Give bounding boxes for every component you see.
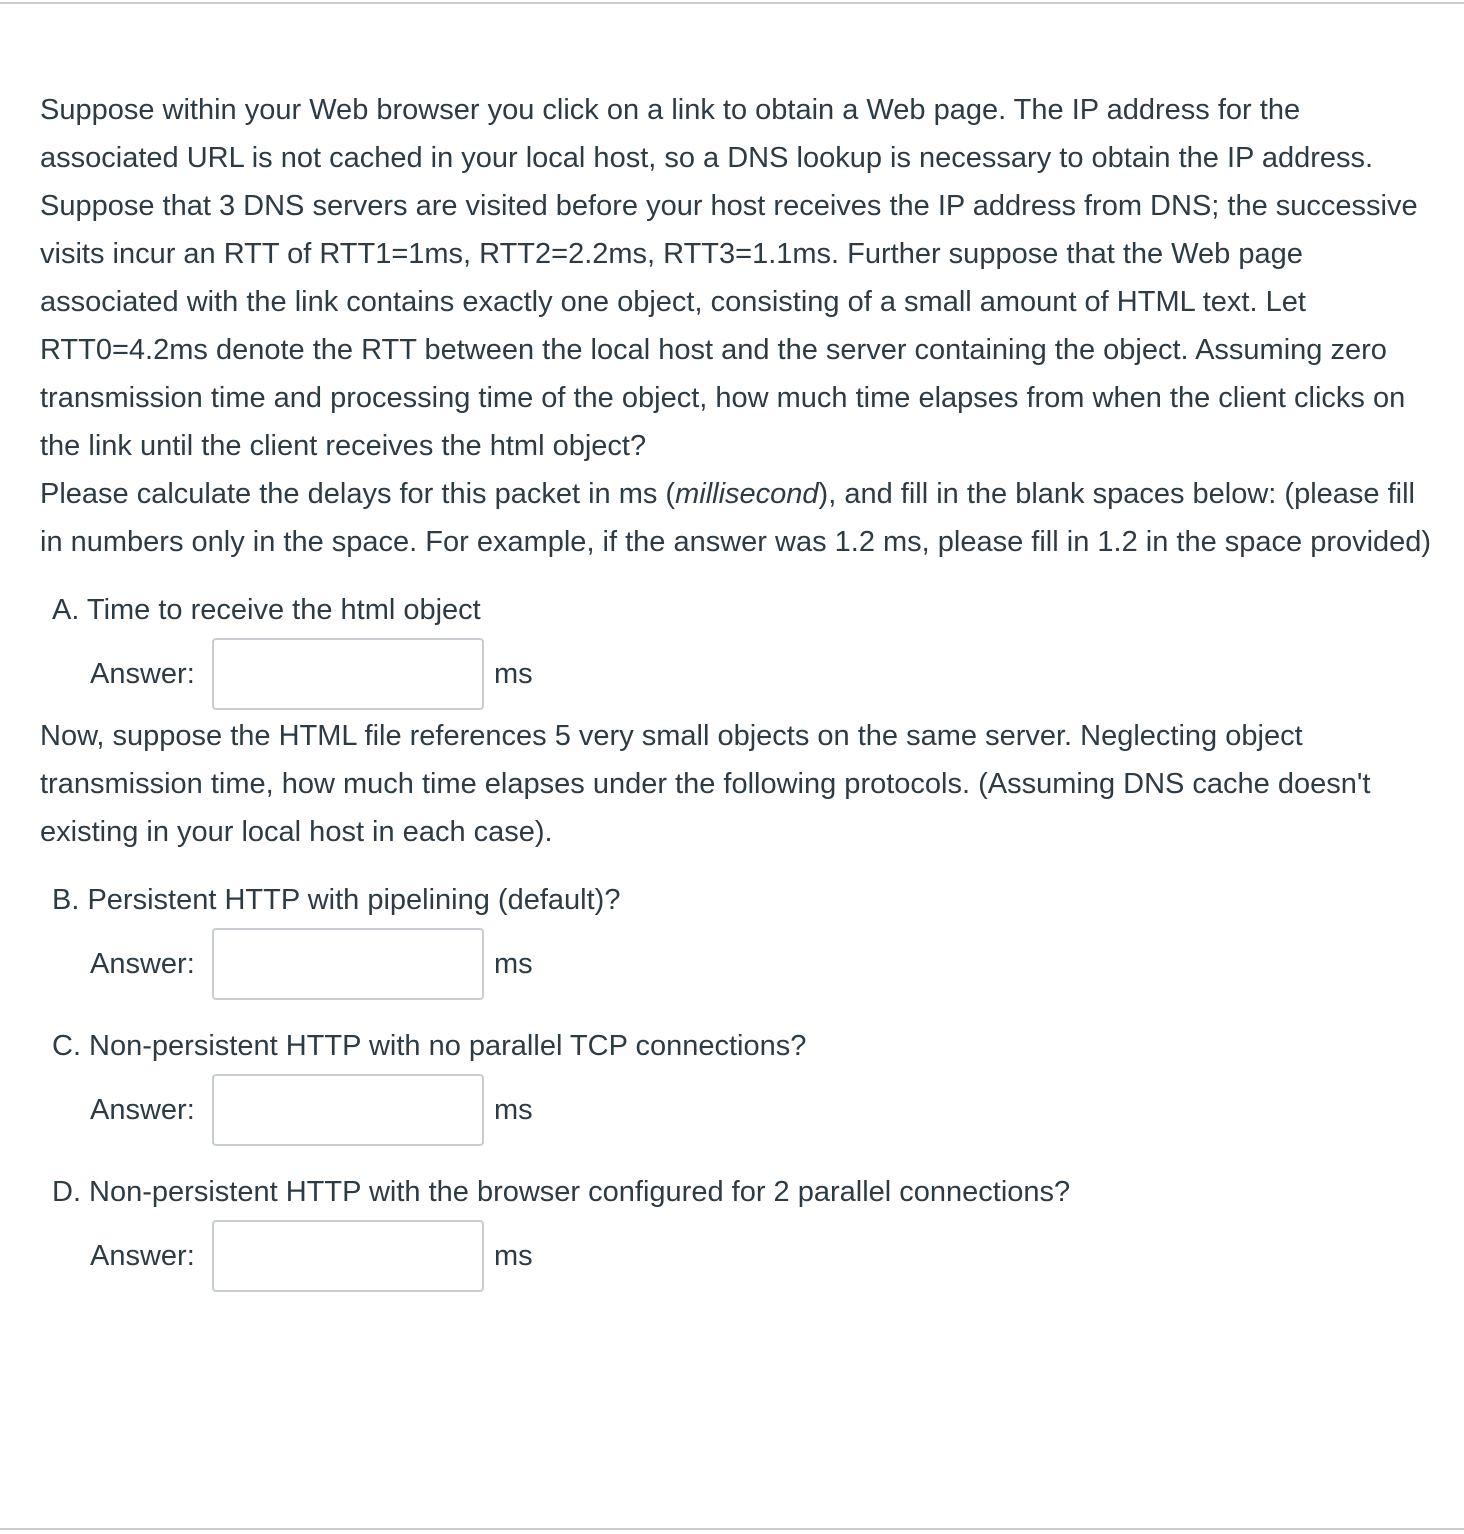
- part-a-answer-input[interactable]: [212, 638, 484, 710]
- part-b-label: B. Persistent HTTP with pipelining (default)?: [52, 884, 621, 916]
- part-c-answer-input[interactable]: [212, 1074, 484, 1146]
- bottom-divider: [0, 1528, 1464, 1530]
- part-d-answer-label: Answer:: [90, 1239, 195, 1272]
- part-a-label: A. Time to receive the html object: [52, 594, 481, 626]
- part-c-unit: ms: [494, 1093, 533, 1126]
- part-d-unit: ms: [494, 1239, 533, 1272]
- question-intro: Suppose within your Web browser you click on a link to obtain a Web page. The IP address for the associated URL is not cached in your local host, so a DNS lookup is necessary to obtain the IP address. Suppose that 3 DNS servers are visited before your host receives the IP address from DNS; the successive visits incur an RTT of RTT1=1ms, RTT2=2.2ms, RTT3=1.1ms. Further suppose that the Web page associated with the link contains exactly one object, consisting of a small amount of HTML text. Let RTT0=4.2ms denote the RTT between the local host and the server containing the object. Assuming zero transmission time and processing time of the object, how much time elapses from when the client clicks on the link until the client receives the html object?: [40, 94, 1418, 462]
- top-divider: [0, 2, 1464, 4]
- instruction-emphasis: millisecond: [675, 478, 819, 510]
- part-d-answer-input[interactable]: [212, 1220, 484, 1292]
- question-followup: Now, suppose the HTML file references 5 very small objects on the same server. Neglecting object transmission time, how much time elapses under the following protocols. (Assuming DNS cache doesn't existing in your local host in each case).: [40, 720, 1371, 848]
- part-a-answer-label: Answer:: [90, 657, 195, 690]
- part-b-answer-input[interactable]: [212, 928, 484, 1000]
- instruction-text-start: Please calculate the delays for this packet in ms (: [40, 478, 676, 510]
- question-body: [40, 86, 1440, 1294]
- part-b-answer-row: [90, 926, 1440, 1002]
- part-a-unit: ms: [494, 657, 533, 690]
- part-c-answer-row: [90, 1072, 1440, 1148]
- instruction-text-end: ), and fill in the blank spaces below: (please fill in numbers only in the space. For example, if the answer was 1.2 ms, please fill in 1.2 in the space provided): [40, 478, 1432, 558]
- part-d-label: D. Non-persistent HTTP with the browser configured for 2 parallel connections?: [52, 1176, 1071, 1208]
- question-instruction: [40, 470, 1440, 566]
- part-a-answer-row: [90, 636, 1440, 712]
- part-d-answer-row: [90, 1218, 1440, 1294]
- part-b-answer-label: Answer:: [90, 947, 195, 980]
- part-c-label: C. Non-persistent HTTP with no parallel TCP connections?: [52, 1030, 807, 1062]
- part-c-answer-label: Answer:: [90, 1093, 195, 1126]
- part-b-unit: ms: [494, 947, 533, 980]
